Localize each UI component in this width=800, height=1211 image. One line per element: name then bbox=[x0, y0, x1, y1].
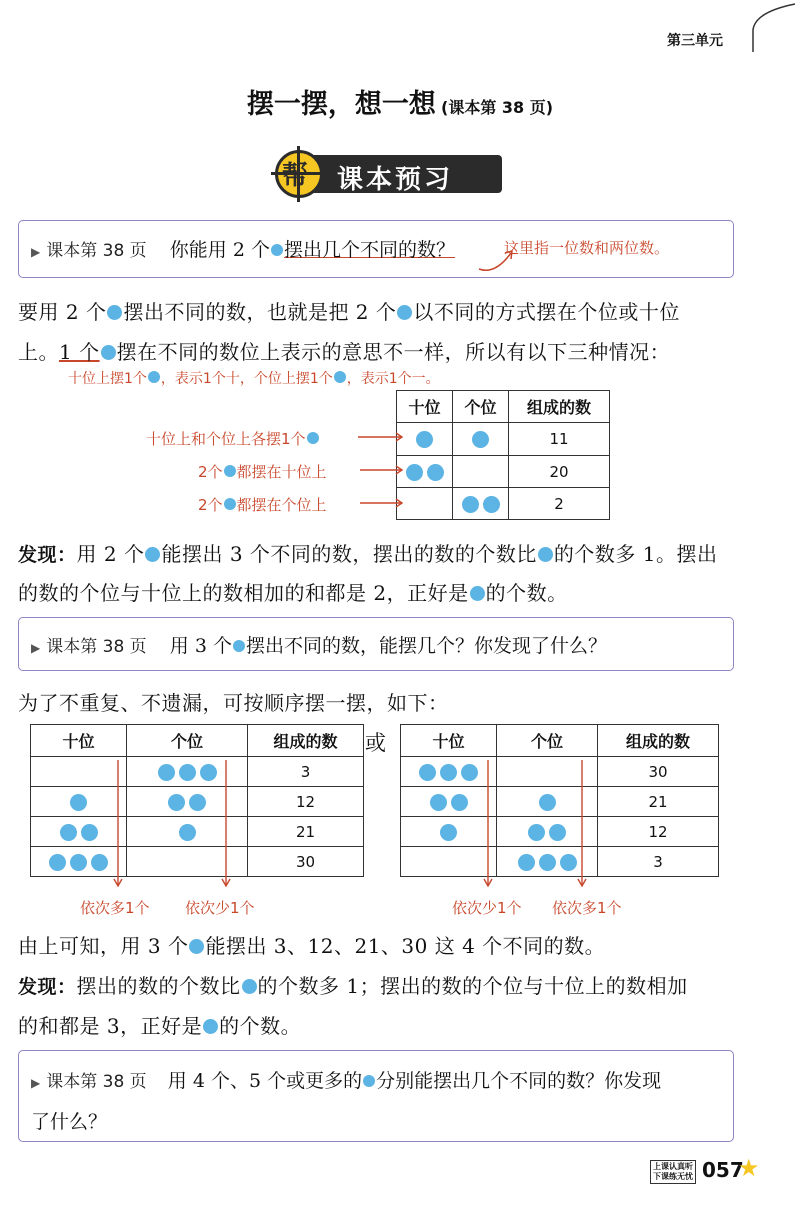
table-row: 12 bbox=[31, 787, 364, 817]
row-label-3: 2个 都摆在个位上 bbox=[198, 496, 327, 514]
table-header: 组成的数 bbox=[509, 391, 610, 423]
table-header: 个位 bbox=[453, 391, 509, 423]
question-box-3: ▶ 课本第 38 页 用 4 个、5 个或更多的 分别能摆出几个不同的数？你发现 了什么？ bbox=[18, 1050, 734, 1142]
footer bbox=[650, 1154, 760, 1188]
q2-tag: 课本第 38 页 bbox=[46, 637, 147, 657]
q3-line2: 了什么？ bbox=[31, 1111, 108, 1133]
table3-arrow-left: 依次少1个 bbox=[452, 899, 522, 917]
row-arrows bbox=[350, 425, 410, 515]
table-row: 12 bbox=[401, 817, 719, 847]
p1-note: 十位上摆1个 ，表示1个十，个位上摆1个 ，表示1个一。 bbox=[68, 371, 440, 387]
page-subtitle: (课本第 38 页) bbox=[441, 98, 554, 117]
table-row: 11 bbox=[397, 423, 610, 456]
table2-arrows bbox=[100, 760, 250, 895]
question-box-2: ▶ 课本第 38 页 用 3 个 摆出不同的数，能摆几个？你发现了什么？ bbox=[18, 617, 734, 671]
page-title: 摆一摆，想一想 bbox=[246, 89, 436, 120]
table-row: 21 bbox=[31, 817, 364, 847]
find2-line1: 发现：摆出的数的个数比 的个数多 1；摆出的数的个位与十位上的数相加 bbox=[18, 974, 688, 998]
dot-icon bbox=[101, 345, 116, 360]
p1-line2: 上。1 个 摆在不同的数位上表示的意思不一样，所以有以下三种情况： bbox=[18, 340, 671, 364]
row-label-1: 十位上和个位上各摆1个 bbox=[146, 428, 320, 449]
table3-arrow-right: 依次多1个 bbox=[552, 899, 622, 917]
footer-slogan-1: 上课认真听 bbox=[653, 1162, 693, 1171]
badge-char: 帮 bbox=[282, 161, 309, 191]
table-row: 2 bbox=[397, 488, 610, 520]
corner-curve bbox=[735, 0, 800, 60]
table-row: 30 bbox=[31, 847, 364, 877]
table-row: 3 bbox=[401, 847, 719, 877]
title-block bbox=[0, 82, 800, 121]
table3-arrows bbox=[470, 760, 620, 895]
p1-line1: 要用 2 个 摆出不同的数，也就是把 2 个 以不同的方式摆在个位或十位 bbox=[18, 300, 680, 324]
table2-arrow-left: 依次多1个 bbox=[80, 899, 150, 917]
dot-icon bbox=[271, 244, 283, 256]
q1-text-a: 你能用 2 个 bbox=[169, 239, 270, 261]
table-header: 十位 bbox=[397, 391, 453, 423]
question-box-1: ▶ 课本第 38 页 你能用 2 个 摆出几个不同的数？ 这里指一位数和两位数。 bbox=[18, 220, 734, 278]
find2-line2: 的和都是 3，正好是 的个数。 bbox=[18, 1014, 302, 1038]
page-number: 057 bbox=[702, 1158, 744, 1182]
table2-arrow-right: 依次少1个 bbox=[185, 899, 255, 917]
q1-tag: 课本第 38 页 bbox=[46, 241, 147, 261]
table-row: 21 bbox=[401, 787, 719, 817]
unit-label: 第三单元 bbox=[667, 33, 723, 49]
table-1 bbox=[396, 390, 610, 520]
star-icon: ★ bbox=[738, 1154, 760, 1182]
q1-note: 这里指一位数和两位数。 bbox=[504, 239, 670, 257]
dot-icon bbox=[107, 305, 122, 320]
table-2: 十位 个位 组成的数 3 12 21 30 bbox=[30, 724, 364, 877]
table-row: 3 bbox=[31, 757, 364, 787]
row-label-2: 2个 都摆在十位上 bbox=[198, 463, 327, 481]
q3-tag: 课本第 38 页 bbox=[46, 1072, 147, 1092]
table-row: 30 bbox=[401, 757, 719, 787]
p2-text: 为了不重复、不遗漏，可按顺序摆一摆，如下： bbox=[18, 691, 449, 715]
q1-text-b: 摆出几个不同的数？ bbox=[283, 239, 455, 261]
dot-icon bbox=[397, 305, 412, 320]
p3-text: 由上可知，用 3 个 能摆出 3、12、21、30 这 4 个不同的数。 bbox=[18, 934, 606, 958]
footer-slogan-2: 下课练无忧 bbox=[653, 1172, 693, 1181]
or-text: 或 bbox=[365, 731, 386, 755]
find1-line1: 发现：用 2 个 能摆出 3 个不同的数，摆出的数的个数比 的个数多 1。摆出 bbox=[18, 542, 718, 566]
find1-line2: 的数的个位与十位上的数相加的和都是 2，正好是 的个数。 bbox=[18, 581, 568, 605]
badge-label: 课本预习 bbox=[337, 165, 454, 195]
table-row: 20 bbox=[397, 456, 610, 488]
table-3: 十位 个位 组成的数 30 21 12 3 bbox=[400, 724, 719, 877]
